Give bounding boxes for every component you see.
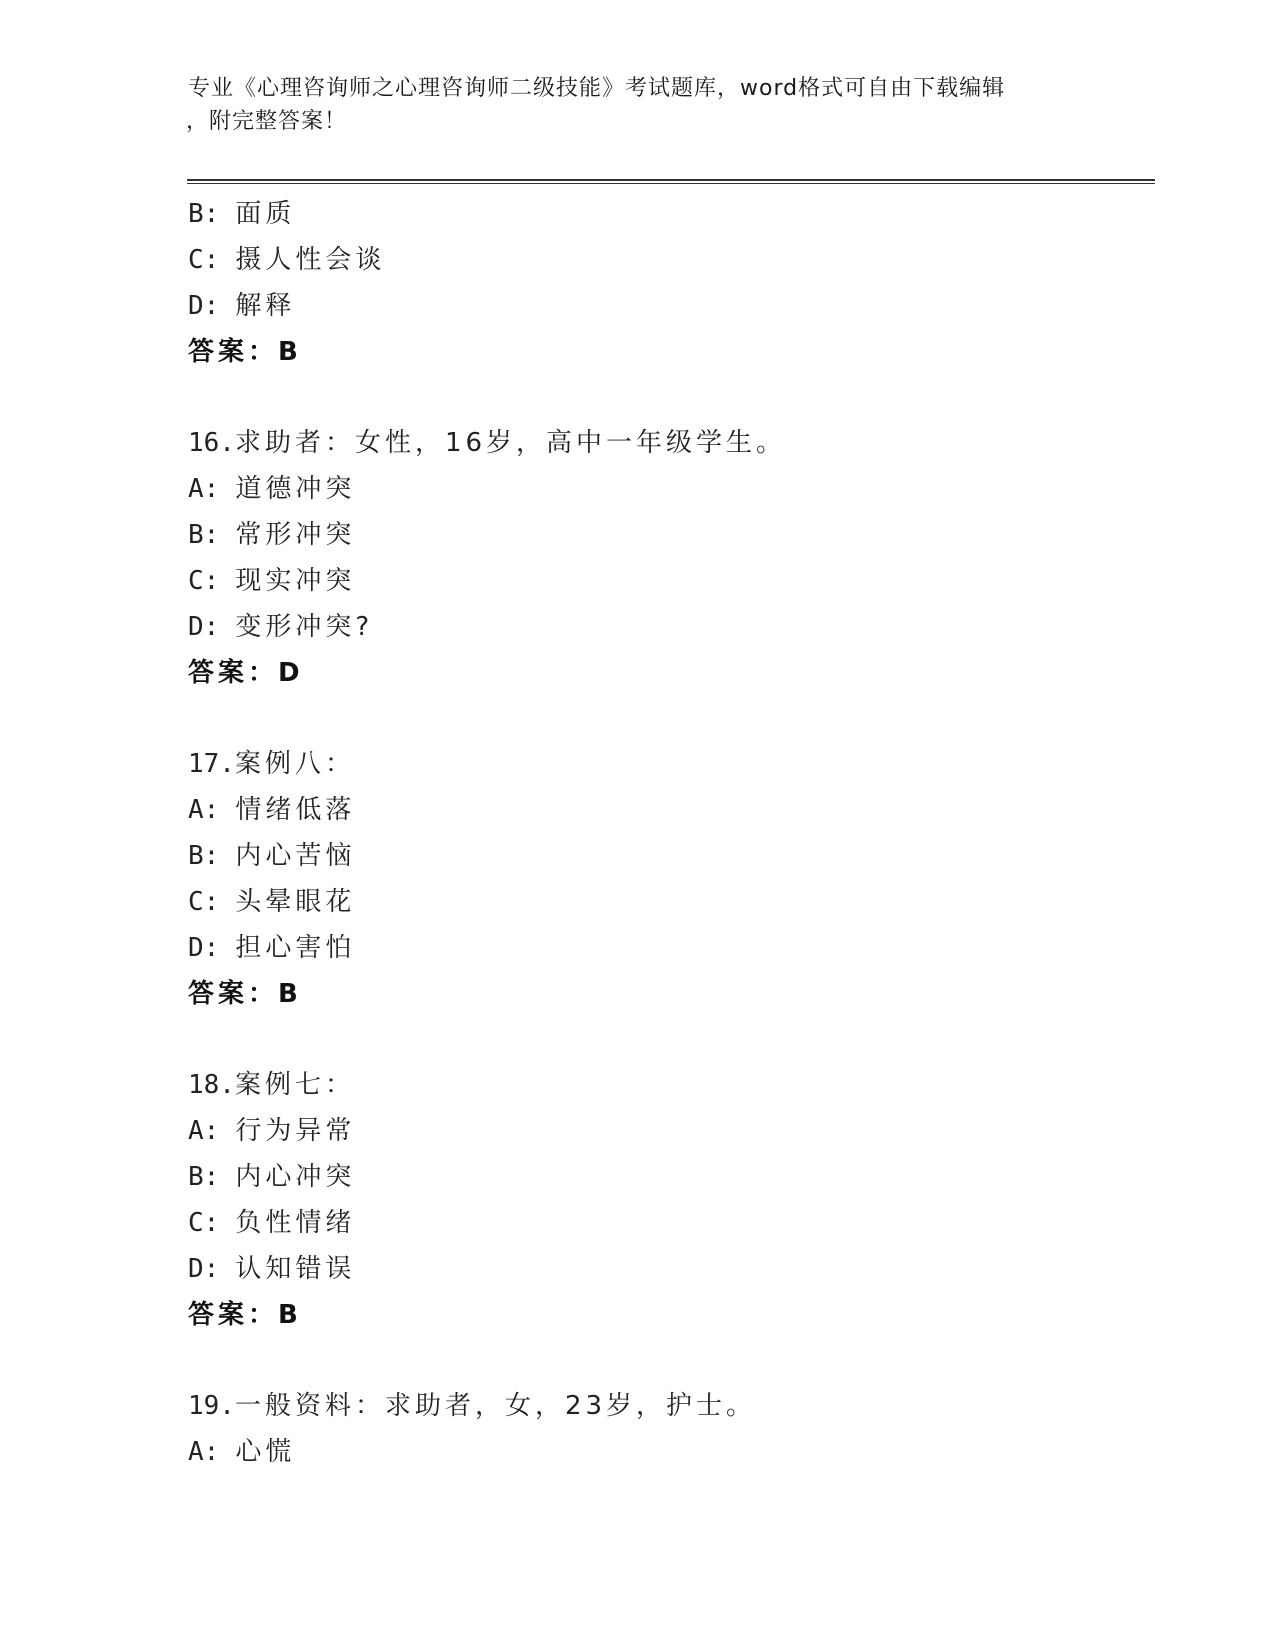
option-letter: B: bbox=[188, 520, 220, 550]
option-text: 现实冲突 bbox=[235, 566, 356, 596]
header-line-1: 专业《心理咨询师之心理咨询师二级技能》考试题库，word格式可自由下载编辑 bbox=[188, 76, 1006, 101]
option-letter: D: bbox=[188, 933, 220, 963]
option-d bbox=[188, 283, 1148, 329]
option-a bbox=[188, 1108, 1148, 1154]
option-a bbox=[188, 466, 1148, 512]
question-block-15 bbox=[188, 191, 1148, 375]
option-letter: C: bbox=[188, 1208, 220, 1238]
question-text bbox=[188, 741, 1148, 787]
question-number: 19. bbox=[188, 1391, 235, 1421]
question-number: 16. bbox=[188, 428, 235, 458]
header-line-2: ，附完整答案！ bbox=[186, 109, 348, 134]
document-header bbox=[188, 72, 1068, 138]
option-text: 内心苦恼 bbox=[235, 841, 356, 871]
option-b bbox=[188, 512, 1148, 558]
option-text: 内心冲突 bbox=[235, 1162, 356, 1192]
option-letter: D: bbox=[188, 1254, 220, 1284]
option-c bbox=[188, 879, 1148, 925]
question-list bbox=[188, 191, 1148, 1475]
option-c bbox=[188, 237, 1148, 283]
option-text: 认知错误 bbox=[235, 1254, 356, 1284]
answer-line: 答案：B bbox=[188, 1300, 302, 1330]
option-c bbox=[188, 558, 1148, 604]
option-letter: A: bbox=[188, 1437, 220, 1467]
option-letter: B: bbox=[188, 841, 220, 871]
option-text: 行为异常 bbox=[235, 1116, 356, 1146]
option-letter: A: bbox=[188, 795, 220, 825]
option-letter: B: bbox=[188, 1162, 220, 1192]
question-block-19 bbox=[188, 1383, 1148, 1475]
option-text: 道德冲突 bbox=[235, 474, 356, 504]
option-a bbox=[188, 1429, 1148, 1475]
option-letter: B: bbox=[188, 199, 220, 229]
option-letter: C: bbox=[188, 245, 220, 275]
option-text: 摄人性会谈 bbox=[235, 245, 386, 275]
answer-line: 答案：D bbox=[188, 658, 304, 688]
question-stem: 求助者：女性，16岁，高中一年级学生。 bbox=[234, 428, 787, 458]
option-b bbox=[188, 833, 1148, 879]
question-stem: 案例八： bbox=[234, 749, 355, 779]
answer-line: 答案：B bbox=[188, 337, 302, 367]
option-b bbox=[188, 1154, 1148, 1200]
question-block-17 bbox=[188, 741, 1148, 1017]
option-letter: A: bbox=[188, 474, 220, 504]
option-letter: C: bbox=[188, 887, 220, 917]
option-text: 担心害怕 bbox=[235, 933, 356, 963]
option-letter: D: bbox=[188, 612, 220, 642]
option-text: 常形冲突 bbox=[235, 520, 356, 550]
question-text bbox=[188, 1383, 1148, 1429]
option-text: 面质 bbox=[235, 199, 296, 229]
option-text: 解释 bbox=[235, 291, 296, 321]
option-letter: C: bbox=[188, 566, 220, 596]
question-block-18 bbox=[188, 1062, 1148, 1338]
question-block-16 bbox=[188, 420, 1148, 696]
question-text bbox=[188, 1062, 1148, 1108]
question-stem: 案例七： bbox=[234, 1070, 355, 1100]
option-d bbox=[188, 925, 1148, 971]
option-letter: A: bbox=[188, 1116, 220, 1146]
header-divider bbox=[187, 179, 1155, 181]
question-number: 17. bbox=[188, 749, 235, 779]
question-text bbox=[188, 420, 1148, 466]
option-text: 负性情绪 bbox=[235, 1208, 356, 1238]
option-c bbox=[188, 1200, 1148, 1246]
option-d bbox=[188, 1246, 1148, 1292]
option-b bbox=[188, 191, 1148, 237]
question-stem: 一般资料：求助者，女，23岁，护士。 bbox=[234, 1391, 757, 1421]
option-text: 情绪低落 bbox=[235, 795, 356, 825]
answer-line: 答案：B bbox=[188, 979, 302, 1009]
option-text: 头晕眼花 bbox=[235, 887, 356, 917]
header-divider-thin bbox=[187, 183, 1155, 184]
option-letter: D: bbox=[188, 291, 220, 321]
option-text: 变形冲突? bbox=[235, 612, 374, 642]
question-number: 18. bbox=[188, 1070, 235, 1100]
option-text: 心慌 bbox=[235, 1437, 296, 1467]
option-a bbox=[188, 787, 1148, 833]
option-d bbox=[188, 604, 1148, 650]
